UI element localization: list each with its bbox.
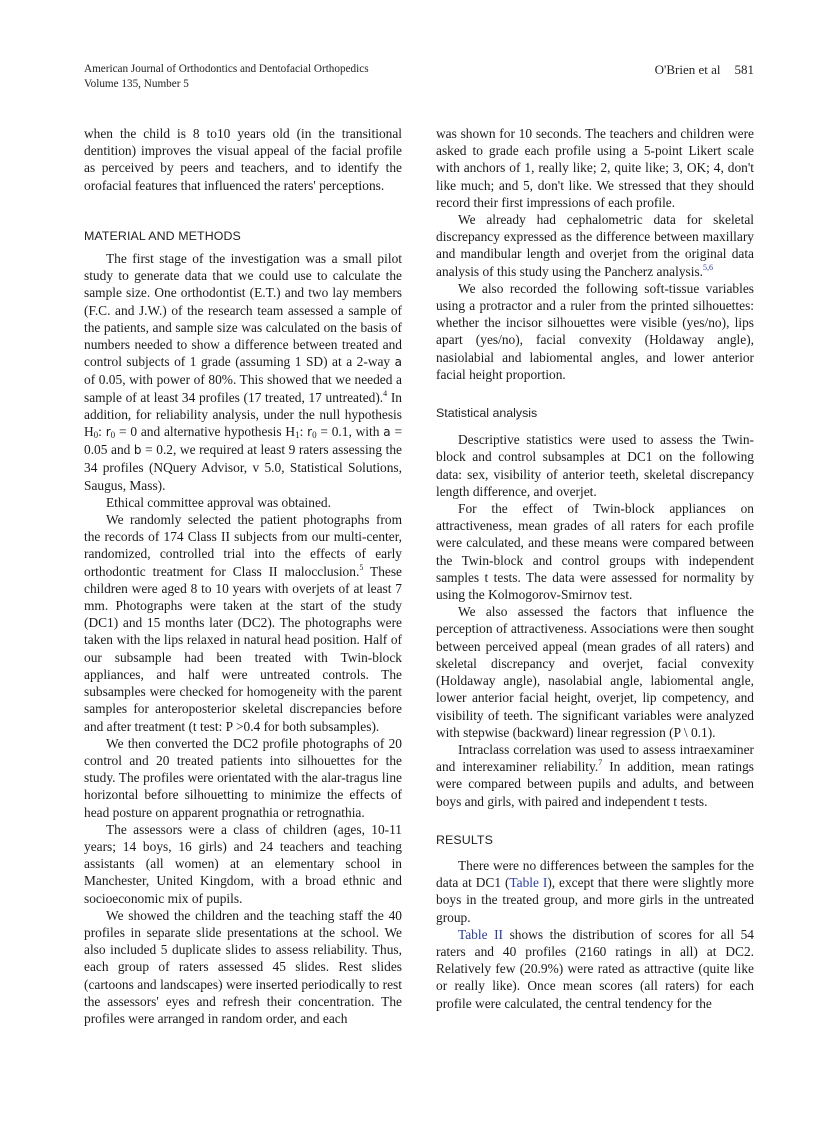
paragraph-no-differences: There were no differences between the samples for the data at DC1 (Table I), except that there were slightly more boys in the treated group, and more girls in the untreated group. [436,857,755,925]
journal-title: American Journal of Orthodontics and Dentofacial Orthopedics [84,63,369,75]
paragraph-intro: when the child is 8 to10 years old (in the transitional dentition) improves the visual appeal of the facial profile as perceived by peers and teachers, and to identify the orofacial features that influenced the raters' perceptions. [84,126,402,193]
table-2-link[interactable]: Table II [458,926,504,942]
page-number: 581 [734,62,754,77]
section-heading-statistics: Statistical analysis [436,406,538,421]
author-page [655,62,754,77]
paragraph-pilot: The first stage of the investigation was a small pilot study to generate data that we could use to calculate the sample size. One orthodontist (E.T.) and two lay members (F.C. and J.W.) of the research team assessed a sample of the patients, and sample size was calculated on the basis of numbers needed to show a difference between treated and control subjects of 1 grade (assuming 1 SD) at a 2-way a of 0.05, with power of 80%. This showed that we needed a sample of at least 34 profiles (17 treated, 17 untreated).$^4$ In addition, for reliability analysis, under the null hypothesis $H_0$: $r_0 = 0$ and alternative hypothesis $H_1$: $r_0 = 0.1$, with a = 0.05 and b = 0.2, we required at least 9 raters assessing the 34 profiles (NQuery Advisor, v 5.0, Statistical Solutions, Saugus, Mass). [84,251,402,493]
table-1-link[interactable]: Table I [509,875,548,891]
section-heading-methods: MATERIAL AND METHODS [84,228,241,243]
paragraph-likert: was shown for 10 seconds. The teachers and children were asked to grade each profile using a 5-point Likert scale with anchors of 1, really like; 2, quite like; 3, OK; 4, don't like much; and 5, don't like. We stressed that they should record their first impressions of each profile. [436,126,754,210]
running-authors: O'Brien et al [654,62,721,77]
paragraph-selection: We randomly selected the patient photographs from the records of 174 Class II subjects from our multi-center, randomized, controlled trial into the effects of early orthodontic treatment for Class II malocclusion.$^5$ These children were aged 8 to 10 years with overjets of at least 7 mm. Photographs were taken at the start of the study (DC1) and 15 months later (DC2). The photographs were taken with the lips relaxed in natural head position. Half of our subsample had been treated with Twin-block appliances, and half were untreated controls. The subsamples were checked for homogeneity with the parent samples for anteroposterior skeletal discrepancies before and after treatment (t test: P >0.4 for both subsamples). [84,512,402,734]
left-column [84,125,402,1027]
paragraph-soft-tissue: We also recorded the following soft-tissue variables using a protractor and a ruler from the printed silhouettes: whether the incisor silhouettes were visible (yes/no), lips apart (yes/no), facial convexity (Holdaway angle), nasiolabial and labiomental angles, and lower anterior facial height proportion. [436,280,754,382]
citation-5[interactable]: 5 [359,562,364,572]
citation-4[interactable]: 4 [383,388,388,398]
paragraph-silhouettes: We then converted the DC2 profile photographs of 20 control and 20 treated patients into silhouettes for the study. The profiles were orientated with the alar-tragus line horizontal before silhouetting to minimize the effects of head posture on apparent prognathia or retrognathia. [84,735,402,820]
section-heading-results: RESULTS [436,832,493,847]
citation-5-6[interactable]: 5,6 [703,262,714,272]
paragraph-factors: We also assessed the factors that influence the perception of attractiveness. Associations were then sought between perceived appeal (mean grades of all raters) and skeletal discrepancy and overjet, facial convexity (Holdaway angle), nasolabial angle, labiomental angle, lower anterior facial height, overjet, lip competency, and visibility of teeth. The significant variables were analyzed with stepwise (backward) linear regression (P \ 0.1). [436,604,754,740]
citation-7[interactable]: 7 [598,758,603,768]
paragraph-reliability: Intraclass correlation was used to assess intraexaminer and interexaminer reliability.$^7$ In addition, mean ratings were compared between pupils and adults, and between boys and girls, with paired and independent t tests. [436,741,754,809]
journal-volume: Volume 135, Number 5 [84,78,189,90]
journal-info [84,62,369,92]
paragraph-descriptive: Descriptive statistics were used to assess the Twin-block and control subsamples at DC1 on the following data: sex, visibility of anterior teeth, skeletal discrepancy length difference, and overjet. [436,432,754,499]
rho-symbol: r [105,425,111,440]
paragraph-score-distribution: Table II shows the distribution of scores for all 54 raters and 40 profiles (2160 ratings in all) at DC2. Relatively few (20.9%) were rated as attractive (quite like or really like). Once mean scores (all raters) for each profile were calculated, the central tendency for the [436,926,754,1011]
paragraph-assessors: The assessors were a class of children (ages, 10-11 years; 14 boys, 16 girls) and 24 teachers and teaching assistants (all women) at an elementary school in Manchester, United Kingdom, with a broad ethnic and socioeconomic mix of pupils. [84,821,402,906]
paragraph-ethics: Ethical committee approval was obtained. [106,494,331,510]
paragraph-cephalometric: We already had cephalometric data for skeletal discrepancy expressed as the difference between maxillary and mandibular length and overjet from the original data analysis of this study using the Pancherz analysis.$^{5,6}$ [436,212,754,279]
paragraph-twin-block-effect: For the effect of Twin-block appliances on attractiveness, mean grades of all raters for each profile were calculated, and these means were compared between the Twin-block and control groups with independent samples t tests. The data were assessed for normality by using the Kolmogorov-Smirnov test. [436,501,754,603]
paragraph-slides: We showed the children and the teaching staff the 40 profiles in separate slide presentations at the school. We also included 5 duplicate slides to assess reliability. Thus, each group of raters assessed 45 slides. Rest slides (cartoons and landscapes) were inserted periodically to rest the assessors' eyes and refresh their concentration. The profiles were arranged in random order, and each [84,907,402,1026]
right-column [436,125,754,1012]
alpha-symbol: a [394,355,402,370]
